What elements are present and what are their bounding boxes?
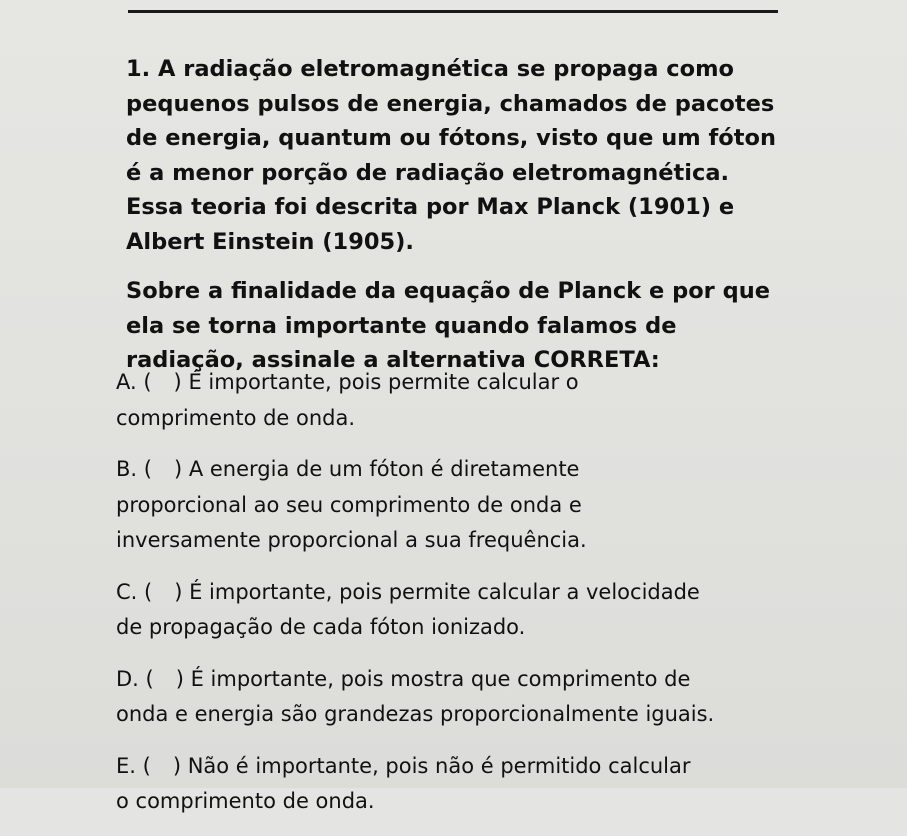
option-e-text: Não é importante, pois não é permitido calcular xyxy=(187,753,691,778)
option-a-text: É importante, pois permite calcular o xyxy=(188,370,579,394)
option-d-text-cont: onda e energia são grandezas proporcionalmente iguais. xyxy=(116,702,715,726)
question-line: pequenos pulsos de energia, chamados de pacotes xyxy=(126,90,775,117)
question-line: Albert Einstein (1905). xyxy=(126,228,414,255)
option-e-marker: E. ( xyxy=(116,753,151,778)
prompt-line: Sobre a finalidade da equação de Planck e por que xyxy=(126,278,770,304)
question-block xyxy=(126,52,896,378)
option-d[interactable] xyxy=(116,662,896,733)
option-b-text: A energia de um fóton é diretamente xyxy=(188,457,580,481)
option-e-close: ) xyxy=(172,753,182,778)
option-a-text-cont: comprimento de onda. xyxy=(116,405,356,430)
option-b-close: ) xyxy=(173,457,183,481)
option-c-text: É importante, pois permite calcular a velocidade xyxy=(189,579,700,604)
option-e[interactable] xyxy=(116,749,896,820)
option-b-marker: B. ( xyxy=(116,457,152,481)
option-d-close: ) xyxy=(175,666,184,691)
option-b-text-cont: inversamente proporcional a sua frequência. xyxy=(116,528,587,552)
option-a[interactable] xyxy=(116,365,896,436)
option-d-marker: D. ( xyxy=(116,666,154,691)
option-c[interactable] xyxy=(116,575,896,646)
question-line: 1. A radiação eletromagnética se propaga como xyxy=(126,56,735,82)
answer-options xyxy=(116,365,896,836)
option-a-marker: A. ( xyxy=(116,370,152,394)
option-c-marker: C. ( xyxy=(116,579,153,604)
prompt-line: radiação, assinale a alternativa CORRETA: xyxy=(126,347,660,373)
question-line: Essa teoria foi descrita por Max Planck (1901) e xyxy=(126,194,735,220)
option-b[interactable] xyxy=(116,452,896,559)
question-prompt xyxy=(126,274,896,378)
question-line: é a menor porção de radiação eletromagnética. xyxy=(126,159,730,186)
question-intro xyxy=(126,52,896,259)
top-divider xyxy=(128,10,778,13)
option-c-text-cont: de propagação de cada fóton ionizado. xyxy=(116,615,526,639)
option-d-text: É importante, pois mostra que comprimento de xyxy=(190,666,691,691)
prompt-line: ela se torna importante quando falamos de xyxy=(126,312,677,339)
option-a-close: ) xyxy=(173,370,182,394)
question-line: de energia, quantum ou fótons, visto que um fóton xyxy=(126,125,776,151)
option-e-text-cont: o comprimento de onda. xyxy=(116,789,375,813)
option-c-close: ) xyxy=(174,579,183,604)
option-b-text-cont: proporcional ao seu comprimento de onda e xyxy=(116,492,582,517)
